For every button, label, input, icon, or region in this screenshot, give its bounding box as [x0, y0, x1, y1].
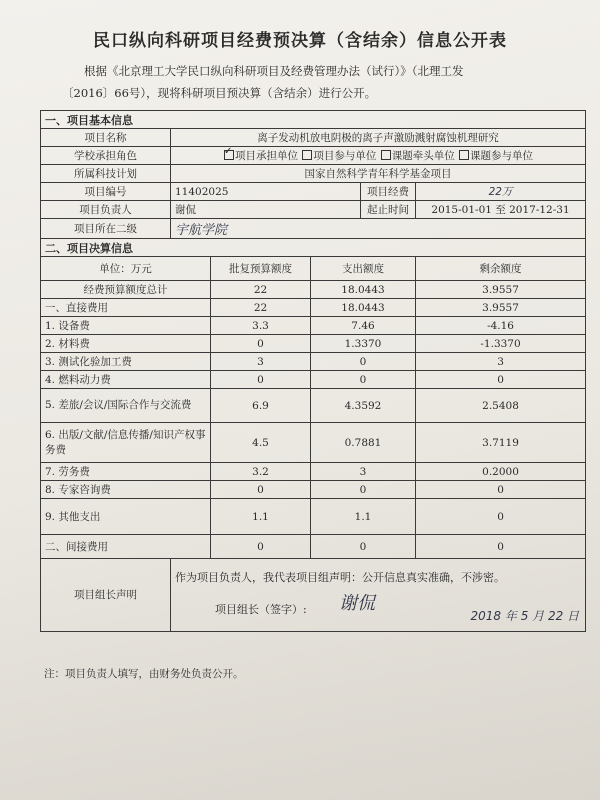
role-option-4: 课题参与单位: [470, 150, 534, 162]
school-role-options: [171, 147, 586, 165]
intro-line-2: 〔2016〕66号），现将科研项目预决算（含结余）进行公开。: [62, 86, 377, 100]
budget-row-materials: [41, 335, 586, 353]
row-label: 7. 劳务费: [41, 463, 211, 481]
section-final-accounts-header: 二、项目决算信息: [41, 239, 586, 257]
remaining-value: -4.16: [416, 317, 586, 335]
budget-row-other: [41, 499, 586, 535]
row-label: 二、间接费用: [41, 535, 211, 559]
plan-value: 国家自然科学青年科学基金项目: [171, 165, 586, 183]
remaining-value: 3.9557: [416, 281, 586, 299]
budget-row-total: [41, 281, 586, 299]
spent-value: 0: [311, 371, 416, 389]
spent-value: 0: [311, 353, 416, 371]
remaining-value: 0: [416, 481, 586, 499]
spent-value: 3: [311, 463, 416, 481]
signature-date: 2018 年 5 月 22 日: [470, 609, 580, 623]
row-label: 9. 其他支出: [41, 499, 211, 535]
project-name-value: 离子发动机放电阴极的离子声激励溅射腐蚀机理研究: [171, 129, 586, 147]
project-number-label: 项目编号: [41, 183, 171, 201]
project-leader-value: 谢侃: [171, 201, 361, 219]
department-label: 项目所在二级: [41, 219, 171, 239]
budget-row-travel: [41, 389, 586, 423]
budget-row-labor: [41, 463, 586, 481]
role-option-1: 项目承担单位: [235, 150, 299, 162]
approved-value: 1.1: [211, 499, 311, 535]
spent-value: 1.3370: [311, 335, 416, 353]
approved-value: 0: [211, 335, 311, 353]
declaration-side-label: 项目组长声明: [41, 559, 171, 632]
project-leader-label: 项目负责人: [41, 201, 171, 219]
spent-value: 7.46: [311, 317, 416, 335]
remaining-value: 3: [416, 353, 586, 371]
spent-value: 18.0443: [311, 299, 416, 317]
role-option-3: 课题牵头单位: [391, 150, 455, 162]
project-name-label: 项目名称: [41, 129, 171, 147]
budget-row-fuel-power: [41, 371, 586, 389]
footnote: 注：项目负责人填写，由财务处负责公开。: [44, 668, 244, 680]
column-header-spent: 支出额度: [311, 257, 416, 281]
approved-value: 0: [211, 481, 311, 499]
spent-value: 18.0443: [311, 281, 416, 299]
role-option-2: 项目参与单位: [313, 150, 377, 162]
period-value: 2015-01-01 至 2017-12-31: [416, 201, 586, 219]
approved-value: 22: [211, 299, 311, 317]
document-title: 民口纵向科研项目经费预决算（含结余）信息公开表: [93, 31, 507, 51]
spent-value: 1.1: [311, 499, 416, 535]
intro-paragraph: [62, 60, 582, 104]
column-header-approved: 批复预算额度: [211, 257, 311, 281]
row-label: 8. 专家咨询费: [41, 481, 211, 499]
checkbox-checked-icon[interactable]: [224, 150, 234, 160]
school-role-label: 学校承担角色: [41, 147, 171, 165]
row-label: 经费预算额度总计: [41, 281, 211, 299]
spent-value: 4.3592: [311, 389, 416, 423]
period-label: 起止时间: [361, 201, 416, 219]
signature-label: 项目组长（签字）:: [215, 603, 307, 616]
budget-row-testing: [41, 353, 586, 371]
checkbox-icon[interactable]: [459, 150, 469, 160]
checkbox-icon[interactable]: [381, 150, 391, 160]
budget-row-direct: [41, 299, 586, 317]
budget-row-equipment: [41, 317, 586, 335]
project-funding-value: 22万: [416, 183, 586, 201]
plan-label: 所属科技计划: [41, 165, 171, 183]
remaining-value: 0: [416, 371, 586, 389]
budget-row-publication: [41, 423, 586, 463]
department-value: 宇航学院: [171, 219, 586, 239]
approved-value: 3.3: [211, 317, 311, 335]
disclosure-table: [40, 110, 586, 632]
approved-value: 0: [211, 535, 311, 559]
budget-row-indirect: [41, 535, 586, 559]
approved-value: 0: [211, 371, 311, 389]
remaining-value: 0: [416, 499, 586, 535]
budget-row-consulting: [41, 481, 586, 499]
remaining-value: 0.2000: [416, 463, 586, 481]
approved-value: 3: [211, 353, 311, 371]
remaining-value: 3.9557: [416, 299, 586, 317]
row-label: 1. 设备费: [41, 317, 211, 335]
intro-line-1: 根据《北京理工大学民口纵向科研项目及经费管理办法（试行）》（北理工发: [84, 64, 464, 78]
row-label: 4. 燃料动力费: [41, 371, 211, 389]
checkbox-icon[interactable]: [302, 150, 312, 160]
approved-value: 22: [211, 281, 311, 299]
project-funding-label: 项目经费: [361, 183, 416, 201]
spent-value: 0: [311, 481, 416, 499]
declaration-cell: [171, 559, 586, 632]
approved-value: 4.5: [211, 423, 311, 463]
row-label: 2. 材料费: [41, 335, 211, 353]
column-header-remaining: 剩余额度: [416, 257, 586, 281]
project-number-value: 11402025: [171, 183, 361, 201]
approved-value: 3.2: [211, 463, 311, 481]
remaining-value: -1.3370: [416, 335, 586, 353]
remaining-value: 0: [416, 535, 586, 559]
spent-value: 0: [311, 535, 416, 559]
row-label: 一、直接费用: [41, 299, 211, 317]
row-label: 3. 测试化验加工费: [41, 353, 211, 371]
spent-value: 0.7881: [311, 423, 416, 463]
approved-value: 6.9: [211, 389, 311, 423]
row-label: 5. 差旅/会议/国际合作与交流费: [41, 389, 211, 423]
declaration-statement: 作为项目负责人，我代表项目组声明：公开信息真实准确，不涉密。: [175, 571, 505, 584]
remaining-value: 2.5408: [416, 389, 586, 423]
handwritten-signature: 谢侃: [339, 593, 375, 614]
section-basic-info-header: 一、项目基本信息: [41, 111, 586, 129]
remaining-value: 3.7119: [416, 423, 586, 463]
column-header-unit: 单位：万元: [41, 257, 211, 281]
row-label: 6. 出版/文献/信息传播/知识产权事务费: [41, 423, 211, 463]
